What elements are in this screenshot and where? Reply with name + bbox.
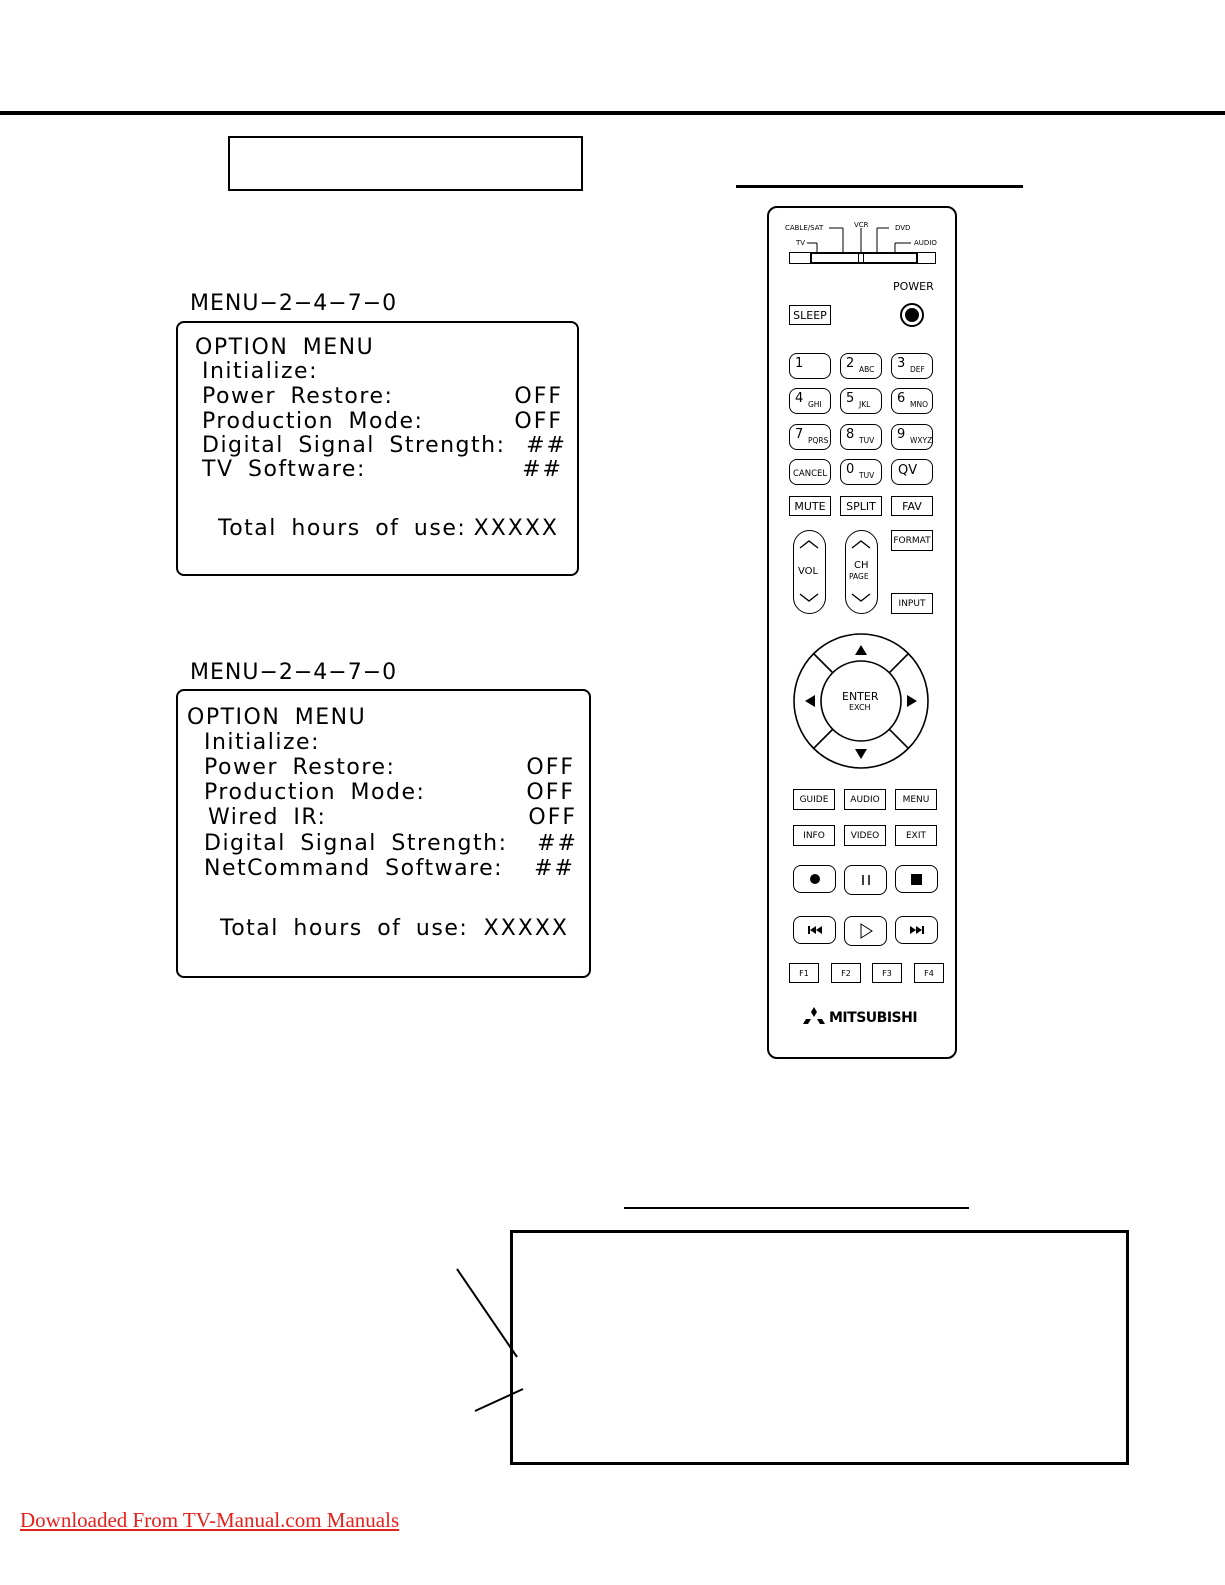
number-key-1[interactable] [789, 353, 831, 379]
qv-label: QV [898, 463, 918, 478]
zero-digit: 0 [846, 462, 855, 477]
page-label: PAGE [849, 572, 869, 581]
volume-up-icon [799, 539, 819, 549]
number-key-7[interactable] [789, 424, 831, 450]
sleep-button[interactable]: SLEEP [789, 305, 831, 325]
number-key-digit: 7 [795, 427, 804, 442]
osd1-software-value: ## [522, 457, 563, 482]
osd1-power-restore: Power Restore: [202, 384, 394, 409]
option-menu-screen-2 [176, 689, 591, 978]
number-key-letters: WXYZ [910, 436, 933, 445]
number-key-6[interactable] [891, 388, 933, 414]
number-key-letters: ABC [859, 365, 875, 374]
osd2-title: OPTION MENU [187, 705, 367, 730]
osd1-initialize: Initialize: [202, 359, 318, 384]
osd1-digital-signal-value: ## [526, 433, 567, 458]
number-key-digit: 8 [846, 427, 855, 442]
menu-code-2: MENU−2−4−7−0 [190, 660, 398, 685]
format-button[interactable]: FORMAT [891, 530, 933, 551]
osd2-power-restore: Power Restore: [204, 755, 396, 780]
play-button[interactable] [844, 916, 887, 946]
mute-button[interactable]: MUTE [789, 496, 831, 516]
record-button[interactable] [793, 865, 836, 893]
number-key-digit: 2 [846, 356, 855, 371]
arrow-left-icon [805, 695, 815, 707]
number-key-digit: 4 [795, 391, 804, 406]
switch-label-cable-sat: CABLE/SAT [785, 224, 824, 232]
number-key-digit: 1 [795, 356, 804, 371]
download-source-link[interactable]: Downloaded From TV-Manual.com Manuals [20, 1508, 400, 1532]
play-icon [859, 923, 873, 939]
volume-label: VOL [798, 566, 819, 577]
number-key-8[interactable] [840, 424, 882, 450]
record-icon [810, 874, 820, 884]
skip-forward-button[interactable] [895, 916, 938, 944]
f4-button[interactable]: F4 [914, 963, 944, 983]
osd2-total-hours-value: XXXXX [483, 916, 569, 941]
input-button[interactable]: INPUT [891, 593, 933, 614]
osd1-power-restore-value: OFF [514, 384, 563, 409]
number-key-5[interactable] [840, 388, 882, 414]
channel-up-icon [851, 539, 871, 549]
number-key-9[interactable] [891, 424, 933, 450]
osd1-total-hours: Total hours of use: [218, 516, 467, 541]
osd2-wired-ir-value: OFF [528, 805, 577, 830]
guide-button[interactable]: GUIDE [793, 789, 835, 810]
power-label: POWER [893, 280, 934, 293]
mitsubishi-logo-icon [803, 1007, 825, 1027]
zero-button[interactable] [840, 459, 882, 485]
qv-button[interactable] [891, 459, 933, 485]
skip-back-icon [807, 925, 823, 935]
menu-button[interactable]: MENU [895, 789, 937, 810]
info-box [510, 1230, 1129, 1465]
mode-switch-slider[interactable] [810, 252, 918, 264]
channel-down-icon [851, 593, 871, 603]
cancel-button[interactable] [789, 459, 831, 485]
osd2-software-value: ## [534, 856, 575, 881]
osd2-digital-signal: Digital Signal Strength: [204, 831, 508, 856]
exch-label: EXCH [849, 703, 871, 712]
info-button[interactable]: INFO [793, 825, 835, 846]
stop-icon [911, 874, 922, 885]
switch-label-vcr: VCR [854, 221, 869, 229]
enter-label: ENTER [842, 690, 879, 703]
osd2-wired-ir: Wired IR: [208, 805, 327, 830]
stop-button[interactable] [895, 865, 938, 893]
volume-down-icon [799, 593, 819, 603]
audio-button[interactable]: AUDIO [844, 789, 886, 810]
fav-button[interactable]: FAV [891, 496, 933, 516]
skip-back-button[interactable] [793, 916, 836, 944]
osd1-software: TV Software: [202, 457, 366, 482]
heading-box [228, 136, 583, 191]
number-key-4[interactable] [789, 388, 831, 414]
remote-heading-rule [736, 185, 1023, 188]
number-key-letters: GHI [808, 400, 822, 409]
switch-label-audio: AUDIO [914, 239, 937, 247]
f3-button[interactable]: F3 [872, 963, 902, 983]
osd2-digital-signal-value: ## [537, 831, 578, 856]
number-key-letters: TUV [859, 436, 875, 445]
power-icon [905, 308, 919, 322]
arrow-up-icon [855, 645, 867, 655]
osd2-initialize: Initialize: [204, 730, 320, 755]
channel-label: CH [854, 560, 869, 571]
f1-button[interactable]: F1 [789, 963, 819, 983]
f2-button[interactable]: F2 [831, 963, 861, 983]
split-button[interactable]: SPLIT [840, 496, 882, 516]
number-key-3[interactable] [891, 353, 933, 379]
osd2-power-restore-value: OFF [526, 755, 575, 780]
arrow-right-icon [907, 695, 917, 707]
cancel-label: CANCEL [793, 469, 828, 479]
number-key-digit: 6 [897, 391, 906, 406]
pause-button[interactable] [844, 865, 887, 895]
osd1-digital-signal: Digital Signal Strength: [202, 433, 506, 458]
osd2-production-mode-value: OFF [526, 780, 575, 805]
lower-heading-rule [624, 1207, 969, 1209]
switch-label-dvd: DVD [895, 224, 911, 232]
brand-name: MITSUBISHI [829, 1010, 918, 1026]
osd2-total-hours: Total hours of use: [220, 916, 469, 941]
osd1-total-hours-value: XXXXX [473, 516, 559, 541]
number-key-letters: JKL [859, 400, 871, 409]
arrow-down-icon [855, 749, 867, 759]
skip-forward-icon [909, 925, 925, 935]
number-key-digit: 9 [897, 427, 906, 442]
volume-rocker[interactable] [793, 530, 826, 614]
osd2-production-mode: Production Mode: [204, 780, 426, 805]
number-key-digit: 5 [846, 391, 855, 406]
osd2-software: NetCommand Software: [204, 856, 504, 881]
number-key-letters: DEF [910, 365, 925, 374]
mode-switch-lines [769, 208, 955, 278]
video-button[interactable]: VIDEO [844, 825, 886, 846]
exit-button[interactable]: EXIT [895, 825, 937, 846]
number-key-digit: 3 [897, 356, 906, 371]
callout-lines [450, 1260, 530, 1420]
osd1-production-mode: Production Mode: [202, 409, 424, 434]
power-button[interactable] [900, 303, 924, 327]
channel-page-rocker[interactable] [845, 530, 878, 614]
remote-control [767, 206, 957, 1059]
pause-icon [859, 874, 873, 886]
number-key-letters: PQRS [808, 436, 829, 445]
number-key-letters: MNO [910, 400, 928, 409]
option-menu-screen-1 [176, 321, 579, 576]
top-rule [0, 111, 1225, 115]
number-key-2[interactable] [840, 353, 882, 379]
osd1-title: OPTION MENU [195, 335, 375, 360]
zero-letters: TUV [859, 471, 875, 480]
menu-code-1: MENU−2−4−7−0 [190, 291, 398, 316]
mode-switch-track[interactable] [789, 252, 936, 264]
osd1-production-mode-value: OFF [514, 409, 563, 434]
switch-label-tv: TV [796, 239, 806, 247]
